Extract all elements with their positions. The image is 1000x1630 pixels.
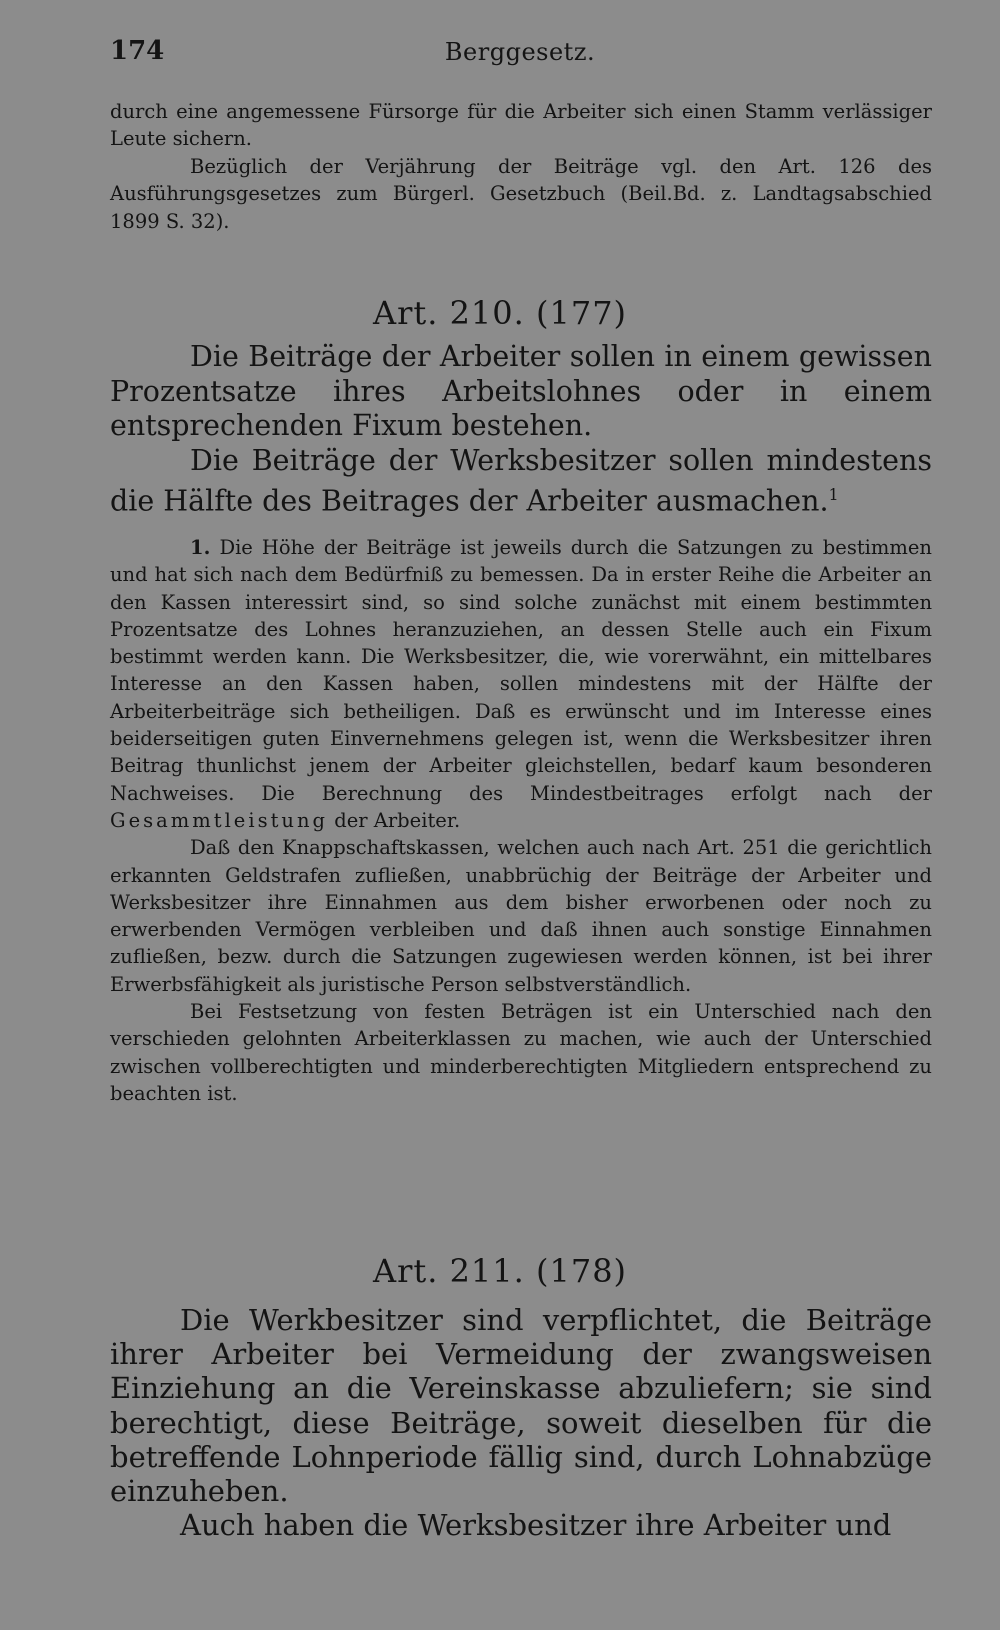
article-210-heading: Art. 210. (177) (372, 294, 628, 332)
footnote-reference: 1 (828, 485, 839, 504)
article-211-body (110, 1303, 932, 1542)
article-210-paragraph-2-text: Die Beiträge der Werksbesitzer sollen mindestens die Hälfte des Beitrages der Arbeiter ausmachen. (110, 443, 932, 518)
commentary-notes (110, 534, 932, 1107)
article-211-heading: Art. 211. (178) (372, 1252, 628, 1290)
page-number: 174 (110, 36, 165, 66)
note-1-text: Die Höhe der Beiträge ist jeweils durch die Satzungen zu bestimmen und hat sich nach dem Bedürfniß zu bemessen. Da in erster Reihe die Arbeiter an den Kassen interessirt sind, so sind solche zunächst mit einem bestimmten Prozentsatze des Lohnes heranzuziehen, an dessen Stelle auch ein Fixum bestimmt werden kann. Die Werksbesitzer, die, wie vorerwähnt, ein mittelbares Interesse an den Kassen haben, sollen mindestens mit der Hälfte der Arbeiterbeiträge sich betheiligen. Daß es erwünscht und im Interesse eines beiderseitigen guten Einvernehmens gelegen ist, wenn die Werksbesitzer ihren Beitrag thunlichst jenem der Arbeiter gleichstellen, bedarf kaum besonderen Nachweises. Die Berechnung des Mindestbeitrages erfolgt nach der (110, 536, 932, 805)
article-210-paragraph-1: Die Beiträge der Arbeiter sollen in einem gewissen Prozentsatze ihres Arbeitslohnes oder in einem entsprechenden Fixum bestehen. (110, 340, 932, 442)
intro-block (110, 98, 932, 235)
note-3: Bei Festsetzung von festen Beträgen ist ein Unterschied nach den verschieden gelohnten Arbeiterklassen zu machen, wie auch der Unterschied zwischen vollberechtigten und minderberechtigten Mitgliedern entsprechend zu beachten ist. (110, 1000, 932, 1105)
note-1 (110, 534, 932, 834)
intro-paragraph-2: Bezüglich der Verjährung der Beiträge vgl. den Art. 126 des Ausführungsgesetzes zum Bürgerl. Gesetzbuch (Beil.Bd. z. Landtagsabschied 1899 S. 32). (110, 154, 932, 233)
page-header (110, 36, 930, 72)
article-210-body (110, 340, 932, 519)
article-211-paragraph-2: Auch haben die Werksbesitzer ihre Arbeiter und (180, 1508, 892, 1543)
running-title: Berggesetz. (444, 38, 596, 66)
note-1-spaced-term: Gesammtleistung (110, 808, 329, 832)
note-1-end: der Arbeiter. (334, 808, 461, 832)
intro-paragraph-1: durch eine angemessene Fürsorge für die Arbeiter sich einen Stamm verlässiger Leute sichern. (110, 100, 932, 151)
note-number: 1. (190, 536, 211, 559)
note-2: Daß den Knappschaftskassen, welchen auch nach Art. 251 die gerichtlich erkannten Geldstrafen zufließen, unabbrüchig der Beiträge der Arbeiter und Werksbesitzer ihre Einnahmen aus dem bisher erworbenen oder noch zu erwerbenden Vermögen verbleiben und daß ihnen auch sonstige Einnahmen zufließen, bezw. durch die Satzungen zugewiesen werden können, ist bei ihrer Erwerbsfähigkeit als juristische Person selbstverständlich. (110, 836, 932, 996)
article-210-paragraph-2 (110, 444, 932, 520)
article-211-paragraph-1: Die Werkbesitzer sind verpflichtet, die Beiträge ihrer Arbeiter bei Vermeidung der zwangsweisen Einziehung an die Vereinskasse abzuliefern; sie sind berechtigt, diese Beiträge, soweit dieselben für die betreffende Lohnperiode fällig sind, durch Lohnabzüge einzuheben. (110, 1303, 932, 1509)
